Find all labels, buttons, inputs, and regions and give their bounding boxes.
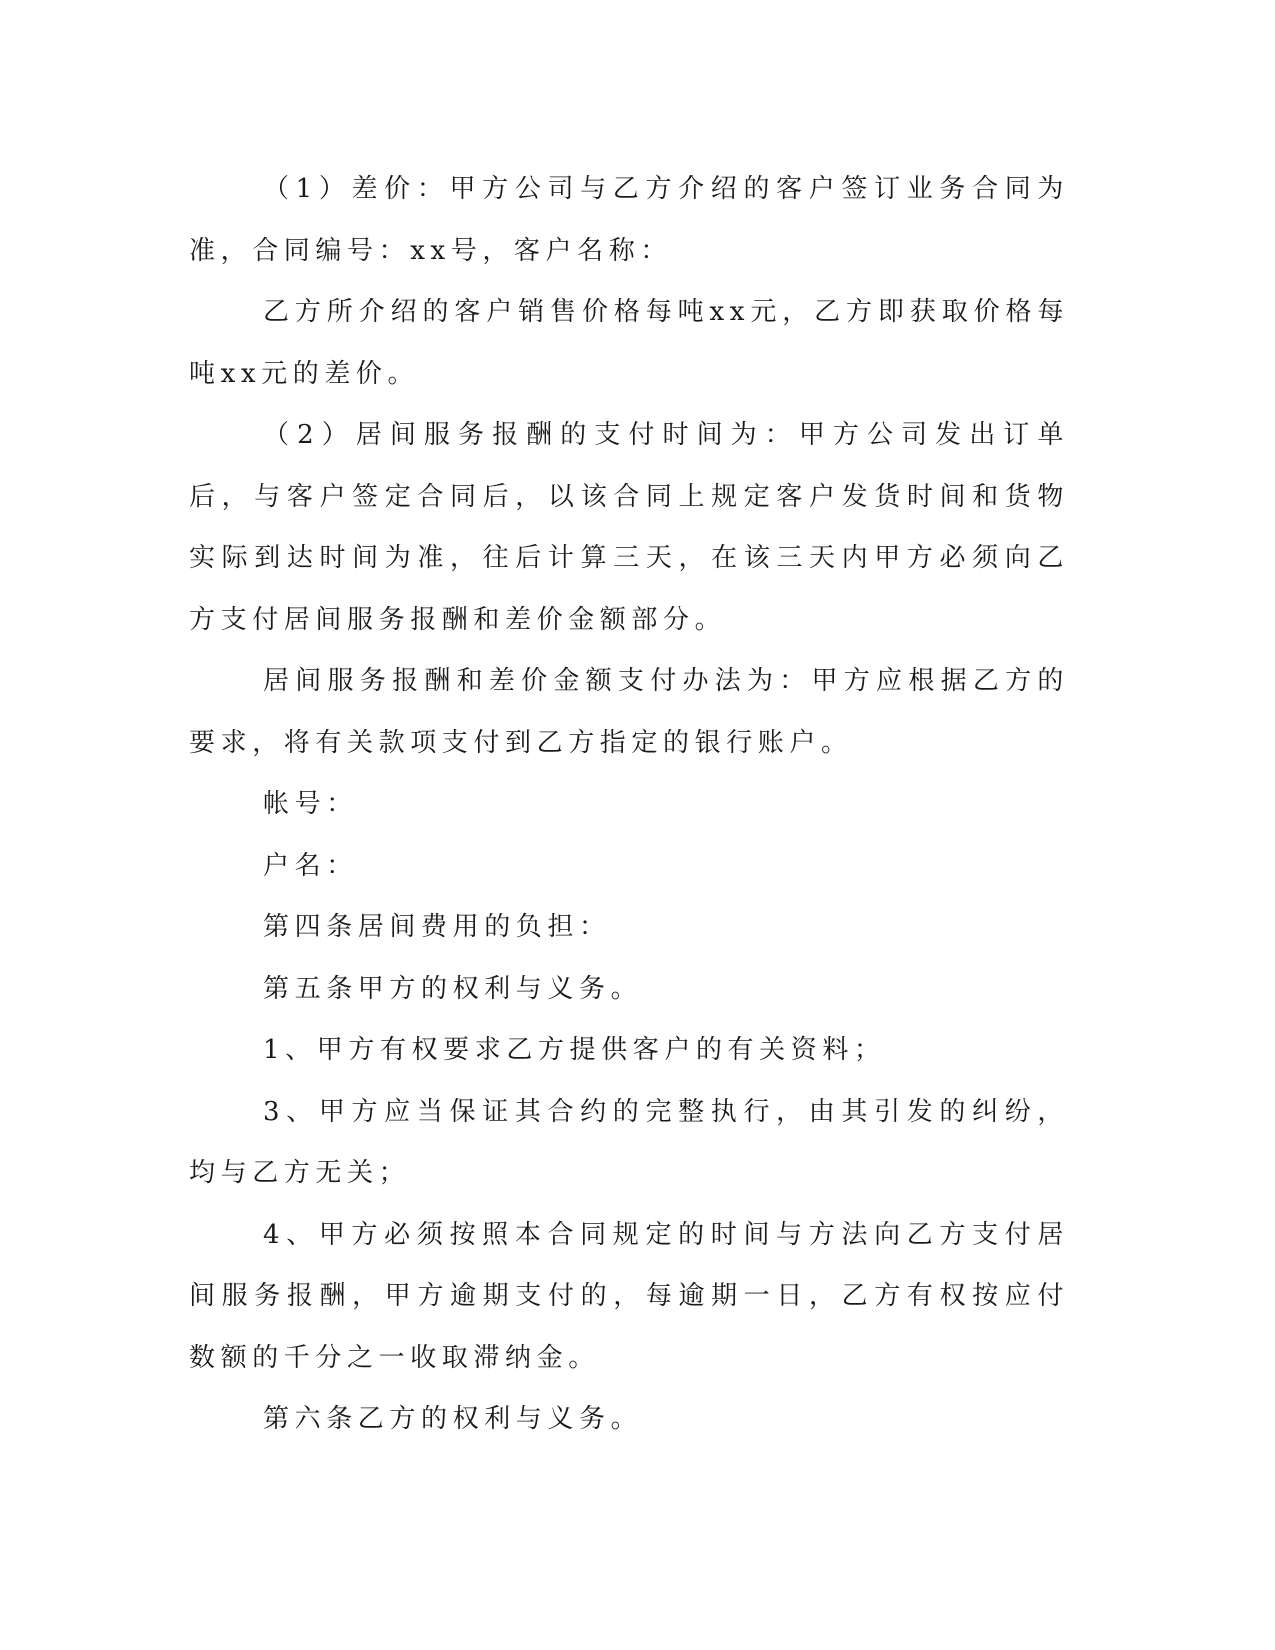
- paragraph-party-a-duty-3: 3、甲方应当保证其合约的完整执行，由其引发的纠纷，均与乙方无关；: [189, 1096, 1069, 1188]
- paragraph-account-number: 帐号：: [263, 789, 358, 819]
- paragraph-price-difference: （1）差价：甲方公司与乙方介绍的客户签订业务合同为准，合同编号：xx号，客户名称：: [189, 174, 1069, 266]
- paragraph-article-five: 第五条甲方的权利与义务。: [263, 973, 643, 1004]
- paragraph-party-a-duty-4: 4、甲方必须按照本合同规定的时间与方法向乙方支付居间服务报酬，甲方逾期支付的，每逾期一日，乙方有权按应付数额的千分之一收取滞纳金。: [189, 1219, 1069, 1373]
- paragraph-payment-method: 居间服务报酬和差价金额支付办法为：甲方应根据乙方的要求，将有关款项支付到乙方指定的银行账户。: [189, 666, 1069, 758]
- paragraph-party-a-right-1: 1、甲方有权要求乙方提供客户的有关资料；: [263, 1035, 886, 1065]
- paragraph-sales-price: 乙方所介绍的客户销售价格每吨xx元，乙方即获取价格每吨xx元的差价。: [189, 297, 1069, 389]
- paragraph-account-name: 户名：: [263, 850, 358, 881]
- paragraph-payment-time: （2）居间服务报酬的支付时间为：甲方公司发出订单后，与客户签定合同后，以该合同上规定客户发货时间和货物实际到达时间为准，往后计算三天，在该三天内甲方必须向乙方支付居间服务报酬和差价金额部分。: [189, 420, 1069, 635]
- paragraph-article-four: 第四条居间费用的负担：: [263, 912, 611, 942]
- document-body: [189, 159, 1069, 1451]
- paragraph-article-six: 第六条乙方的权利与义务。: [263, 1404, 643, 1434]
